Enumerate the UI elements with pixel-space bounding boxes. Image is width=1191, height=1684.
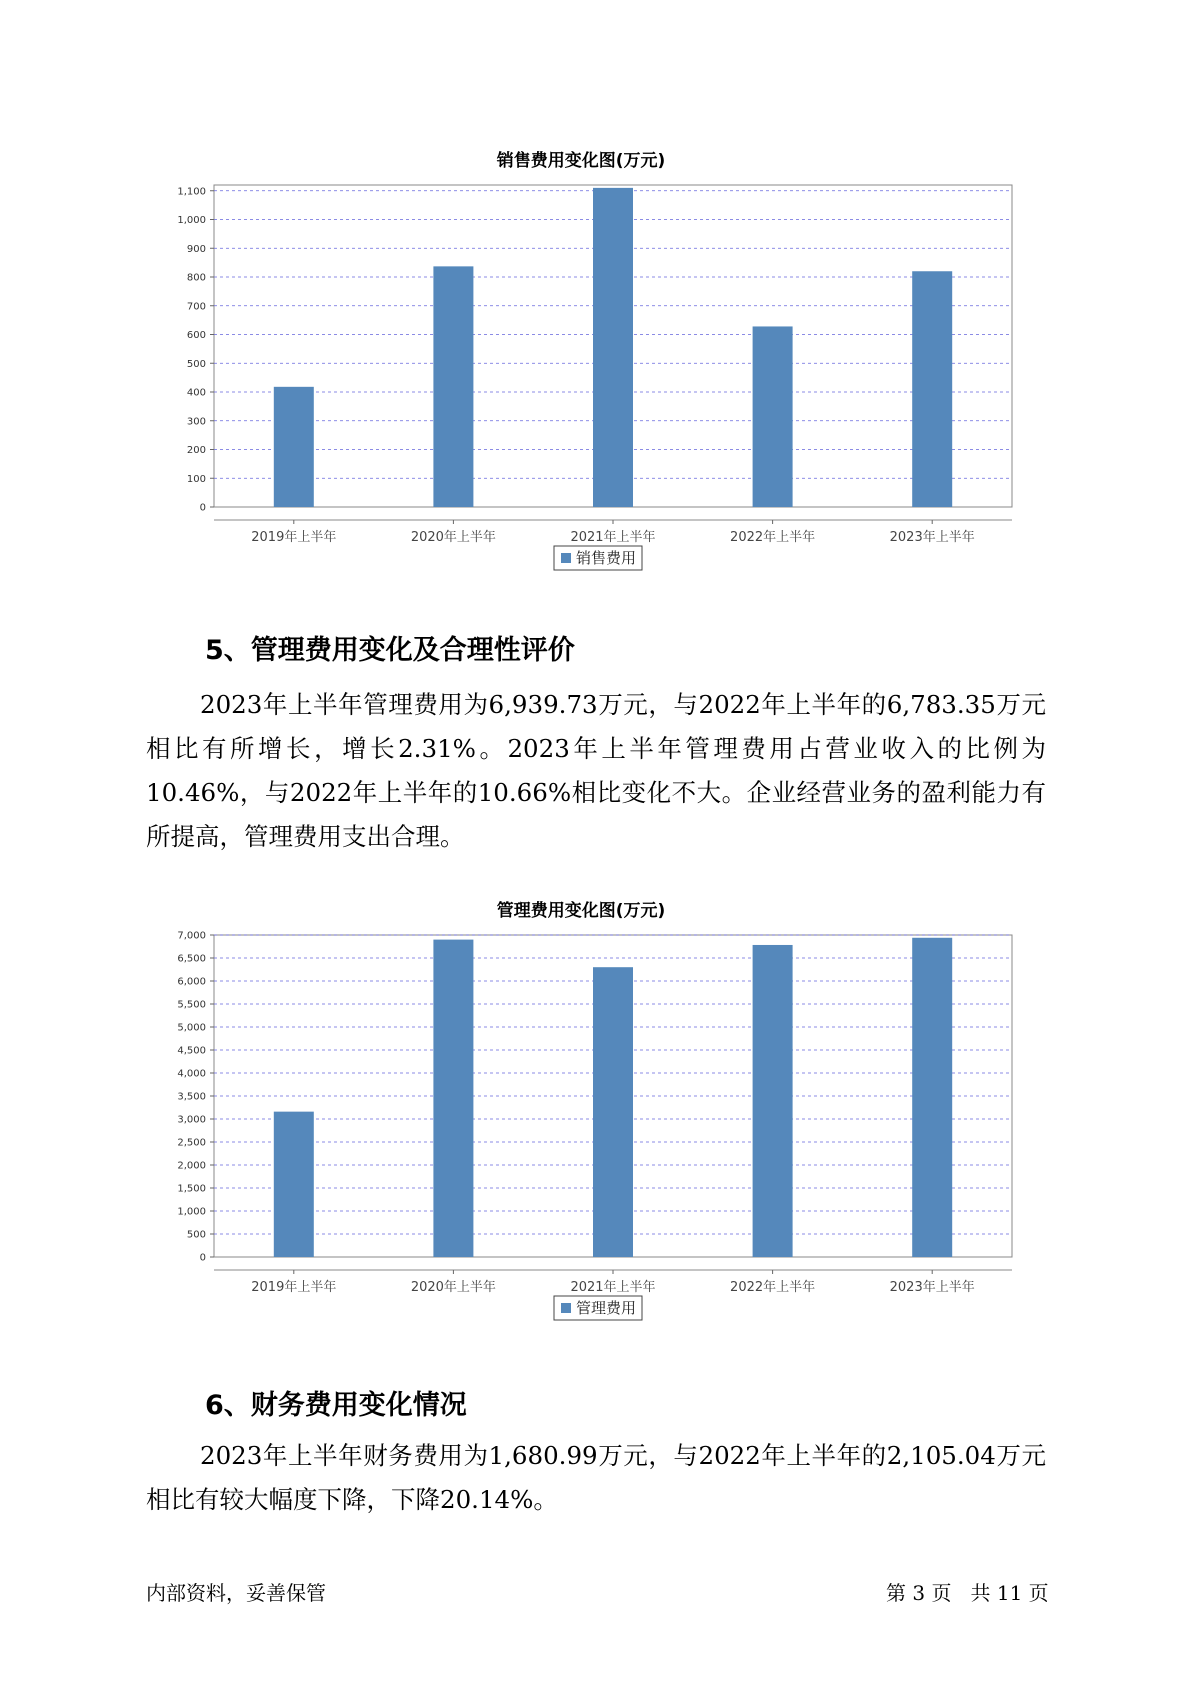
chart-title: 销售费用变化图(万元) [496, 151, 666, 171]
chart-svg [146, 925, 1016, 1375]
bar [433, 940, 473, 1257]
y-tick-label: 0 [199, 1252, 206, 1264]
bar [912, 271, 952, 507]
bar [274, 387, 314, 507]
y-tick-label: 100 [186, 473, 206, 485]
y-tick-label: 6,000 [177, 976, 206, 988]
y-tick-label: 500 [186, 1229, 206, 1241]
x-tick-label: 2023年上半年 [889, 1280, 975, 1295]
y-tick-label: 3,500 [177, 1091, 206, 1103]
y-tick-label: 6,500 [177, 953, 206, 965]
y-tick-label: 3,000 [177, 1114, 206, 1126]
chart-title: 管理费用变化图(万元) [496, 901, 666, 921]
y-tick-label: 1,000 [177, 215, 206, 226]
y-tick-label: 4,000 [177, 1068, 206, 1080]
section-5-paragraph: 2023年上半年管理费用为6,939.73万元，与2022年上半年的6,783.35万元相比有所增长，增长2.31%。2023年上半年管理费用占营业收入的比例为10.46%，与2022年上半年的10.66%相比变化不大。企业经营业务的盈利能力有所提高，管理费用支出合理。 [146, 690, 1046, 851]
bar [593, 967, 633, 1257]
bar [433, 266, 473, 507]
footer-page-number: 第 3 页 共 11 页 [886, 1581, 1049, 1605]
y-tick-label: 400 [186, 387, 206, 399]
x-tick-label: 2019年上半年 [251, 1280, 337, 1295]
y-tick-label: 600 [186, 330, 206, 341]
section-6-paragraph: 2023年上半年财务费用为1,680.99万元，与2022年上半年的2,105.04万元相比有较大幅度下降，下降20.14%。 [146, 1441, 1046, 1514]
y-tick-label: 0 [199, 502, 206, 514]
y-tick-label: 1,500 [177, 1183, 206, 1195]
legend-swatch [561, 1303, 571, 1313]
x-tick-label: 2020年上半年 [410, 1280, 496, 1295]
legend-swatch [561, 553, 571, 563]
x-tick-label: 2021年上半年 [570, 1280, 656, 1295]
y-tick-label: 5,500 [177, 999, 206, 1011]
bar [593, 188, 633, 507]
y-tick-label: 900 [186, 243, 206, 255]
y-tick-label: 5,000 [177, 1022, 206, 1034]
chart-svg [146, 175, 1016, 625]
y-tick-label: 7,000 [177, 930, 206, 942]
y-tick-label: 800 [186, 272, 206, 284]
x-tick-label: 2022年上半年 [730, 1280, 816, 1295]
y-tick-label: 300 [186, 416, 206, 428]
y-tick-label: 700 [186, 301, 206, 313]
x-tick-label: 2019年上半年 [251, 530, 337, 545]
y-tick-label: 4,500 [177, 1045, 206, 1057]
y-tick-label: 500 [186, 358, 206, 370]
x-tick-label: 2020年上半年 [410, 530, 496, 545]
y-tick-label: 2,500 [177, 1137, 206, 1149]
section-6-heading: 6、财务费用变化情况 [205, 1390, 467, 1421]
y-tick-label: 2,000 [177, 1160, 206, 1172]
y-tick-label: 1,100 [177, 186, 206, 198]
legend-label: 销售费用 [576, 549, 637, 567]
y-tick-label: 200 [186, 445, 206, 456]
bar [753, 326, 793, 507]
bar [753, 945, 793, 1257]
x-tick-label: 2023年上半年 [889, 530, 975, 545]
section-5-heading: 5、管理费用变化及合理性评价 [205, 635, 575, 666]
x-tick-label: 2022年上半年 [730, 530, 816, 545]
bar [274, 1112, 314, 1257]
x-tick-label: 2021年上半年 [570, 530, 656, 545]
y-tick-label: 1,000 [177, 1206, 206, 1218]
legend [554, 546, 642, 570]
footer-confidential: 内部资料，妥善保管 [146, 1581, 326, 1605]
legend-label: 管理费用 [576, 1299, 637, 1317]
bar [912, 938, 952, 1257]
legend [554, 1296, 642, 1320]
